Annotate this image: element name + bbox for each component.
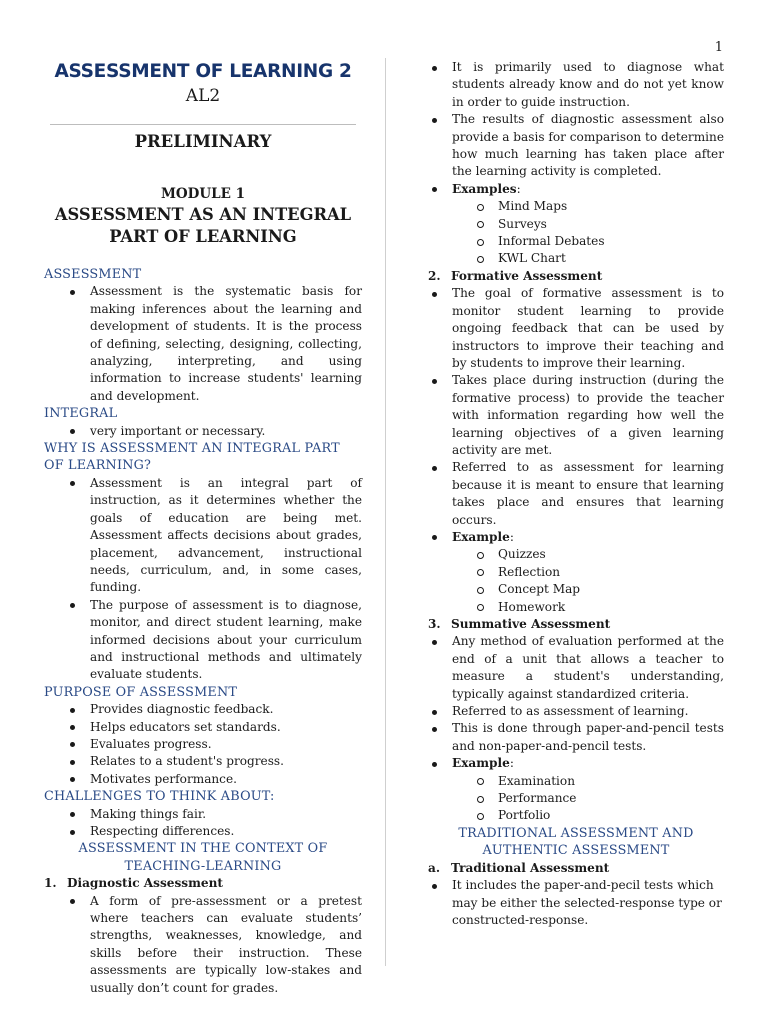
right-column xyxy=(428,59,724,929)
purpose-list xyxy=(44,701,362,788)
sub-list-item: Reflection xyxy=(428,564,724,581)
list-item: Referred to as assessment of learning. xyxy=(428,703,724,720)
sub-list-item: Examination xyxy=(428,773,724,790)
item-label: Summative Assessment xyxy=(451,617,611,631)
list-item: Assessment is the systematic basis for making inferences about the learning and development of students. It is the process of defining, selecting, designing, collecting, analyzing, interpreting, and using information to increase students' learning and development. xyxy=(44,283,362,405)
section-heading-challenges: CHALLENGES TO THINK ABOUT: xyxy=(44,789,275,805)
list-item: The purpose of assessment is to diagnose, monitor, and direct student learning, make informed decisions about your curriculum and instructional methods and ultimately evaluate students. xyxy=(44,597,362,684)
column-divider xyxy=(385,58,386,966)
list-item: Assessment is an integral part of instruction, as it determines whether the goals of education are being met. Assessment affects decisions about grades, placement, advancement, instructional needs, curriculum, and, in some cases, funding. xyxy=(44,475,362,597)
item-number: 2. xyxy=(428,268,441,283)
list-item: Example: xyxy=(428,755,724,772)
page-number: 1 xyxy=(714,40,723,55)
diagnostic-examples-list xyxy=(428,198,724,268)
term-heading: PRELIMINARY xyxy=(134,132,272,151)
list-item: Evaluates progress. xyxy=(44,736,362,753)
sub-list-item: Performance xyxy=(428,790,724,807)
module-title-line-1: ASSESSMENT AS AN INTEGRAL xyxy=(54,205,352,224)
list-item: Respecting differences. xyxy=(44,823,362,840)
assessment-list xyxy=(44,283,362,405)
list-item: Examples: xyxy=(428,181,724,198)
left-column xyxy=(44,60,362,997)
list-item: Example: xyxy=(428,529,724,546)
list-item: Helps educators set standards. xyxy=(44,719,362,736)
item-letter: a. xyxy=(428,860,441,875)
list-item: Making things fair. xyxy=(44,806,362,823)
summative-examples-list xyxy=(428,773,724,825)
section-heading-assessment: ASSESSMENT xyxy=(44,267,142,282)
title-rule xyxy=(50,124,356,125)
list-item: Any method of evaluation performed at the end of a unit that allows a teacher to measure a student's understanding, typically against standardized criteria. xyxy=(428,633,724,703)
sub-list-item: Homework xyxy=(428,599,724,616)
summative-list xyxy=(428,633,724,772)
section-heading-context: ASSESSMENT IN THE CONTEXT OF TEACHING-LEARNING xyxy=(78,841,328,874)
list-item: Motivates performance. xyxy=(44,771,362,788)
integral-list xyxy=(44,423,362,440)
list-item: It includes the paper-and-pecil tests which may be either the selected-response type or constructed-response. xyxy=(428,877,724,929)
sub-list-item: Mind Maps xyxy=(428,198,724,215)
item-number: 1. xyxy=(44,876,57,891)
example-label: Example xyxy=(452,756,510,771)
list-item: very important or necessary. xyxy=(44,423,362,440)
list-item: Provides diagnostic feedback. xyxy=(44,701,362,718)
numbered-heading-diagnostic xyxy=(44,875,362,892)
sub-list-item: Concept Map xyxy=(428,581,724,598)
sub-list-item: Quizzes xyxy=(428,546,724,563)
lettered-heading-traditional xyxy=(428,860,724,877)
example-label: Example xyxy=(452,529,510,544)
why-list xyxy=(44,475,362,684)
module-title-line-2: PART OF LEARNING xyxy=(109,227,297,246)
course-code: AL2 xyxy=(185,86,221,106)
list-item: A form of pre-assessment or a pretest where teachers can evaluate students’ strengths, weaknesses, knowledge, and skills before their instruction. These assessments are typically low-stakes and usually don’t count for grades. xyxy=(44,893,362,997)
module-label: MODULE 1 xyxy=(160,186,246,202)
section-heading-integral: INTEGRAL xyxy=(44,406,118,422)
sub-list-item: KWL Chart xyxy=(428,250,724,267)
diagnostic-list xyxy=(44,893,362,997)
item-label: Traditional Assessment xyxy=(451,860,610,875)
list-item: The goal of formative assessment is to monitor student learning to provide ongoing feedback that can be used by instructors to improve their teaching and by students to improve their learning. xyxy=(428,285,724,372)
list-item: This is done through paper-and-pencil tests and non-paper-and-pencil tests. xyxy=(428,720,724,755)
section-heading-why: WHY IS ASSESSMENT AN INTEGRAL PART OF LEARNING? xyxy=(44,441,340,474)
numbered-heading-formative xyxy=(428,268,724,285)
examples-label: Examples xyxy=(452,181,517,196)
diagnostic-continued-list xyxy=(428,59,724,198)
section-heading-purpose: PURPOSE OF ASSESSMENT xyxy=(44,684,238,700)
module-title xyxy=(44,204,362,248)
list-item: It is primarily used to diagnose what students already know and do not yet know in order to guide instruction. xyxy=(428,59,724,111)
formative-examples-list xyxy=(428,546,724,616)
section-heading-traditional: TRADITIONAL ASSESSMENT AND AUTHENTIC ASSESSMENT xyxy=(458,825,694,859)
sub-list-item: Informal Debates xyxy=(428,233,724,250)
numbered-heading-summative xyxy=(428,616,724,633)
list-item: The results of diagnostic assessment also provide a basis for comparison to determine how much learning has taken place after the learning activity is completed. xyxy=(428,111,724,181)
challenges-list xyxy=(44,806,362,841)
document-title: ASSESSMENT OF LEARNING 2 xyxy=(54,61,352,82)
sub-list-item: Surveys xyxy=(428,216,724,233)
item-label: Formative Assessment xyxy=(451,268,603,283)
item-number: 3. xyxy=(428,617,441,631)
list-item: Takes place during instruction (during the formative process) to provide the teacher with information regarding how well the learning objectives of a given learning activity are met. xyxy=(428,372,724,459)
formative-list xyxy=(428,285,724,546)
list-item: Relates to a student's progress. xyxy=(44,753,362,770)
item-label: Diagnostic Assessment xyxy=(67,876,223,891)
traditional-list xyxy=(428,877,724,929)
list-item: Referred to as assessment for learning because it is meant to ensure that learning takes place and ensures that learning occurs. xyxy=(428,459,724,529)
sub-list-item: Portfolio xyxy=(428,807,724,824)
